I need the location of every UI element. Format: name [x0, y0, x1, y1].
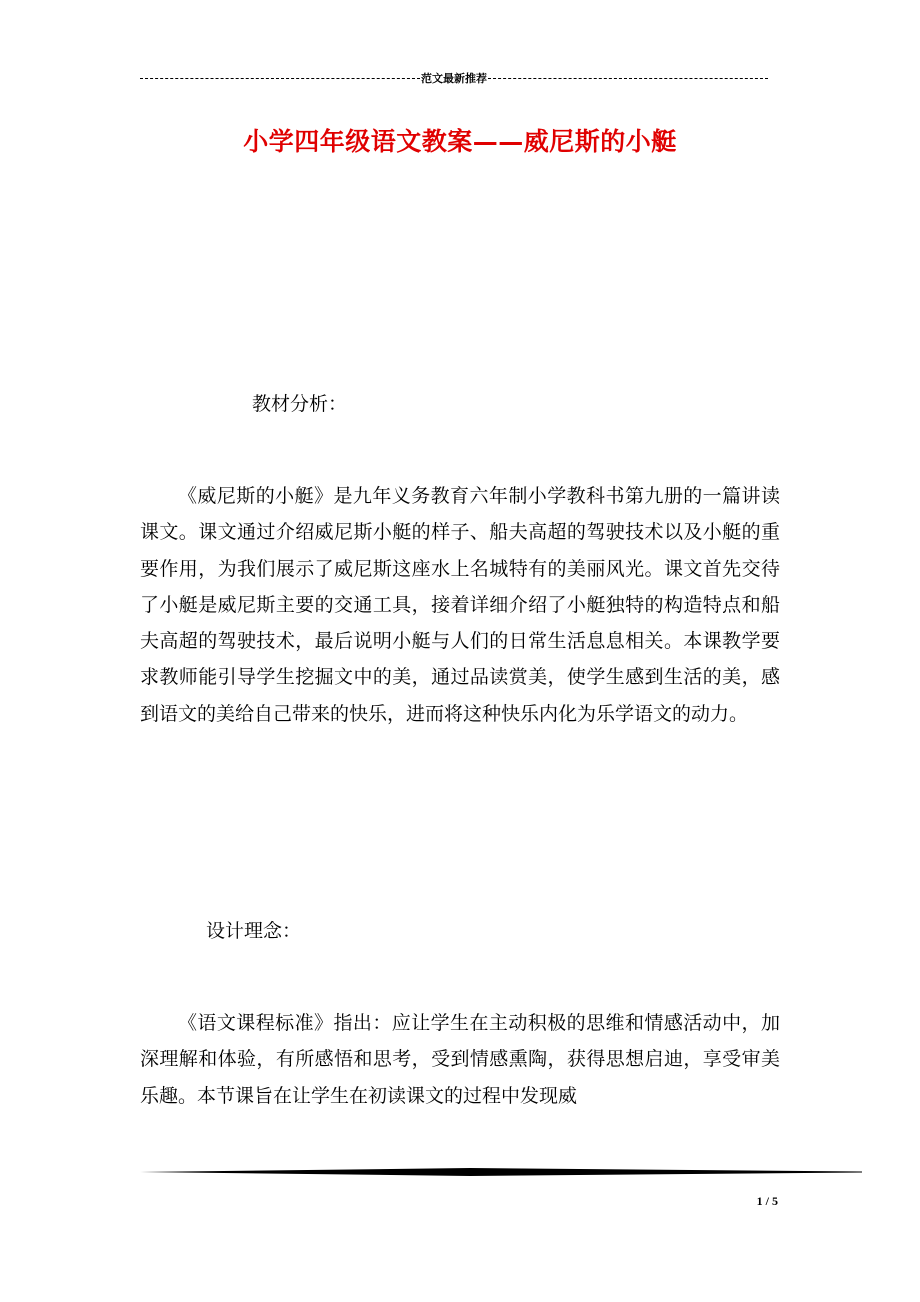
section-paragraph-analysis: 《威尼斯的小艇》是九年义务教育六年制小学教科书第九册的一篇讲读课文。课文通过介绍威尼斯小艇的样子、船夫高超的驾驶技术以及小艇的重要作用，为我们展示了威尼斯这座水上名城特有的美丽风光。课文首先交待了小艇是威尼斯主要的交通工具，接着详细介绍了小艇独特的构造特点和船夫高超的驾驶技术，最后说明小艇与人们的日常生活息息相关。本课教学要求教师能引导学生挖掘文中的美，通过品读赏美，使学生感到生活的美，感到语文的美给自己带来的快乐，进而将这种快乐内化为乐学语文的动力。	[140, 485, 780, 725]
footer-rule	[140, 1168, 862, 1176]
header-dash-left	[140, 78, 420, 79]
section-paragraph-concept: 《语文课程标准》指出：应让学生在主动积极的思维和情感活动中，加深理解和体验，有所感悟和思考，受到情感熏陶，获得思想启迪，享受审美乐趣。本节课旨在让学生在初读课文的过程中发现威	[140, 1012, 780, 1107]
page-header	[140, 70, 768, 86]
header-label: 范文最新推荐	[421, 72, 487, 85]
header-dash-right	[488, 78, 768, 79]
page-number: 1 / 5	[756, 1194, 778, 1208]
section-heading-analysis: 教材分析：	[252, 393, 348, 415]
document-title: 小学四年级语文教案——威尼斯的小艇	[243, 127, 677, 156]
section-heading-concept: 设计理念：	[206, 920, 302, 942]
